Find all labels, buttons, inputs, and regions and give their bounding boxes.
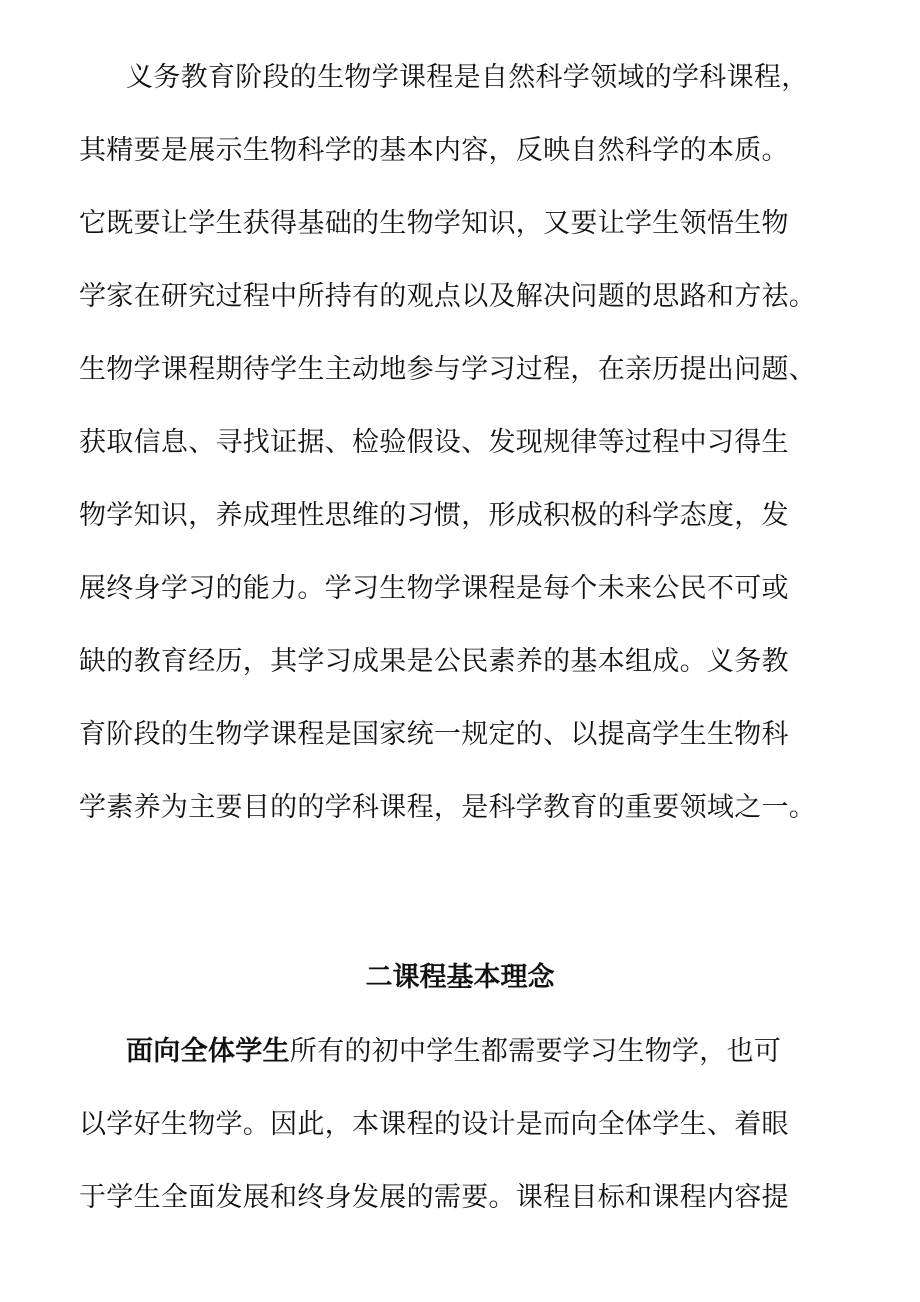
paragraph-line: 获取信息、寻找证据、检验假设、发现规律等过程中习得生: [79, 427, 789, 458]
paragraph-line: 其精要是展示生物科学的基本内容，反映自然科学的本质。: [79, 135, 789, 166]
paragraph-line: 于学生全面发展和终身发展的需要。课程目标和课程内容提: [79, 1182, 789, 1213]
paragraph-line: 展终身学习的能力。学习生物学课程是每个未来公民不可或: [79, 573, 789, 604]
paragraph-line: 义务教育阶段的生物学课程是自然科学领域的学科课程，: [126, 62, 809, 93]
bold-lead-text: 面向全体学生: [126, 1036, 290, 1067]
paragraph-line: 缺的教育经历，其学习成果是公民素养的基本组成。义务教: [79, 646, 789, 677]
paragraph-line: [126, 1032, 906, 1072]
paragraph-line: 学家在研究过程中所持有的观点以及解决问题的思路和方祛。: [79, 281, 817, 312]
paragraph-line: 学素养为主要目的的学科课程，是科学教育的重要领域之一。: [79, 792, 817, 823]
paragraph-line: 以学好生物学。因此，本课程的设计是而向全体学生、着眼: [79, 1109, 789, 1140]
section-heading: 二课程基本理念: [365, 962, 555, 993]
paragraph-line: 育阶段的生物学课程是国家统一规定的、以提高学生生物科: [79, 719, 789, 750]
paragraph-line: 生物学课程期待学生主动地参与学习过程，在亲历提出问题、: [79, 354, 817, 385]
paragraph-line: 它既要让学生获得基础的生物学知识，又要让学生领悟生物: [79, 208, 789, 239]
first-line-rest: 所有的初中学生都需要学习生物学，也可: [289, 1036, 782, 1067]
paragraph-line: 物学知识，养成理性思维的习惯，形成积极的科学态度，发: [79, 500, 789, 531]
